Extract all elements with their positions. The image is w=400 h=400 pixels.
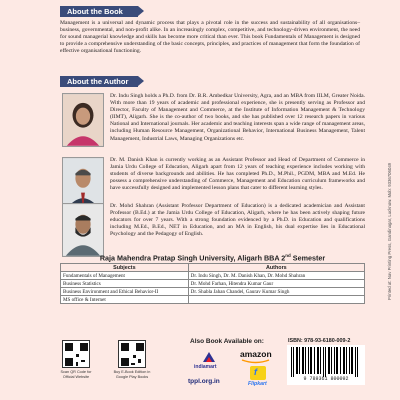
indiamart-text: indiamart — [194, 364, 217, 370]
about-book-text: Management is a universal and dynamic process that plays a pivotal role in the success and sustainability of all organisations–business, governmental, and non-profit alike. In an increasingly complex, competitive, and technology-driven environment, the need for sound managerial knowledge and skills has become more critical than ever. This book Fundamentals of Management is designed to provide a comprehensive understanding of the basic concepts, principles, and practices of management that form the foundation of effective organisational functioning. — [60, 20, 360, 55]
qr1-caption: Scan QR Code for Official Website — [60, 370, 92, 379]
authors-cell — [188, 296, 364, 304]
flipkart-icon: f — [250, 366, 266, 380]
printer-side-text-label: Printed at: Nav Printing Press, Gandinagar, Lucknow. Mob: 9336706049 — [387, 162, 392, 300]
table-row — [61, 272, 365, 280]
barcode-bars-icon — [287, 345, 365, 379]
table-header-row — [61, 264, 365, 272]
about-author-heading — [60, 76, 138, 87]
university-course-title — [60, 253, 365, 262]
website-qr-code[interactable] — [62, 340, 90, 368]
about-author-heading-text: About the Author — [67, 77, 129, 86]
qr2-caption: Buy E-Book Edition in Google Play Books — [113, 370, 151, 379]
column-header-authors: Authors — [188, 264, 364, 272]
subject-cell: MS office & Internet — [61, 296, 189, 304]
also-available-label: Also Book Available on: — [190, 338, 264, 345]
author3-bio: Dr. Mohd Shahran (Assistant Professor Department of Education) is a dedicated academician and Assistant Professor (B.Ed.) at the Jamia Urdu College of Education, Aligarh, where he has been actively shaping future educators for over 7 years. With a strong foundation evidenced by a Ph.D. in Education and qualifications including M.Ed., B.Ed., NET in Education, and an MA in English, his dual expertise lies in Educational Psychology and the Pedagogy of English. — [110, 203, 365, 238]
subjects-authors-table — [60, 263, 365, 304]
indiamart-icon — [202, 351, 216, 363]
barcode-number: 9 789361 800092 — [303, 376, 349, 382]
author1-photo — [62, 93, 104, 147]
subject-cell: Business Statistics — [61, 280, 189, 288]
indiamart-logo[interactable] — [190, 351, 230, 375]
about-book-heading — [60, 6, 138, 17]
ebook-qr-code[interactable] — [118, 340, 146, 368]
university-title-sup: nd — [285, 253, 291, 258]
tppl-website[interactable]: tppl.org.in — [188, 378, 220, 385]
authors-cell: Dr. Indu Singh, Dr. M. Danish Khan, Dr. Mohd Shahran — [188, 272, 364, 280]
authors-cell: Dr. Shabla Jahan Chandel, Gaurav Kumar Singh — [188, 288, 364, 296]
table-row — [61, 296, 365, 304]
author3-photo — [62, 203, 104, 257]
flipkart-text[interactable]: Flipkart — [248, 381, 267, 387]
authors-cell: Dr. Mohd Farhan, Hitendra Kumar Gaur — [188, 280, 364, 288]
isbn-label: ISBN: 978-93-6180-009-2 — [288, 338, 351, 344]
barcode — [287, 345, 365, 385]
subject-cell: Fundamentals of Management — [61, 272, 189, 280]
table-row — [61, 288, 365, 296]
author1-bio: Dr. Indu Singh holds a Ph.D. from Dr. B.R. Ambedkar University, Agra, and an MBA from IILM, Greater Noida. With more than 19 years of academic and professional experience, she is presently serving as Professor and Director, Faculty of Management and Commerce, at the Institute of Information Management & Technology (IIMT), Aligarh. She is the co-author of two books, and she has published over 12 research papers in various National and International journals. Her academic and teaching interests span a wide range of management areas, including Human Resource Management, Organizational Behavior, International Business Management, Talent Management, Industrial Laws, Managing Organizations etc. — [110, 93, 365, 142]
column-header-subjects: Subjects — [61, 264, 189, 272]
author2-bio: Dr. M. Danish Khan is currently working as an Assistant Professor and Head of Department of Commerce in Jamia Urdu College of Education, Aligarh apart from 12 years of teaching experience includes working with students of diverse backgrounds and abilities. He has completed Ph.D., M.Phil., PGDM, MBA and M.Ed. He possess a comprehensive understanding of Commerce, Management and Education curriculum frameworks and have successfully designed and implemented lesson plans that cater to different learning styles. — [110, 157, 365, 192]
university-title-prefix: Raja Mahendra Pratap Singh University, Aligarh BBA 2 — [99, 253, 286, 263]
printer-side-text — [379, 100, 392, 300]
amazon-logo[interactable]: amazon — [240, 349, 272, 359]
university-title-suffix: Semester — [290, 253, 326, 263]
about-book-heading-text: About the Book — [67, 7, 123, 16]
subject-cell: Business Environment and Ethical Behavior-II — [61, 288, 189, 296]
amazon-smile-icon — [241, 359, 271, 364]
table-row — [61, 280, 365, 288]
